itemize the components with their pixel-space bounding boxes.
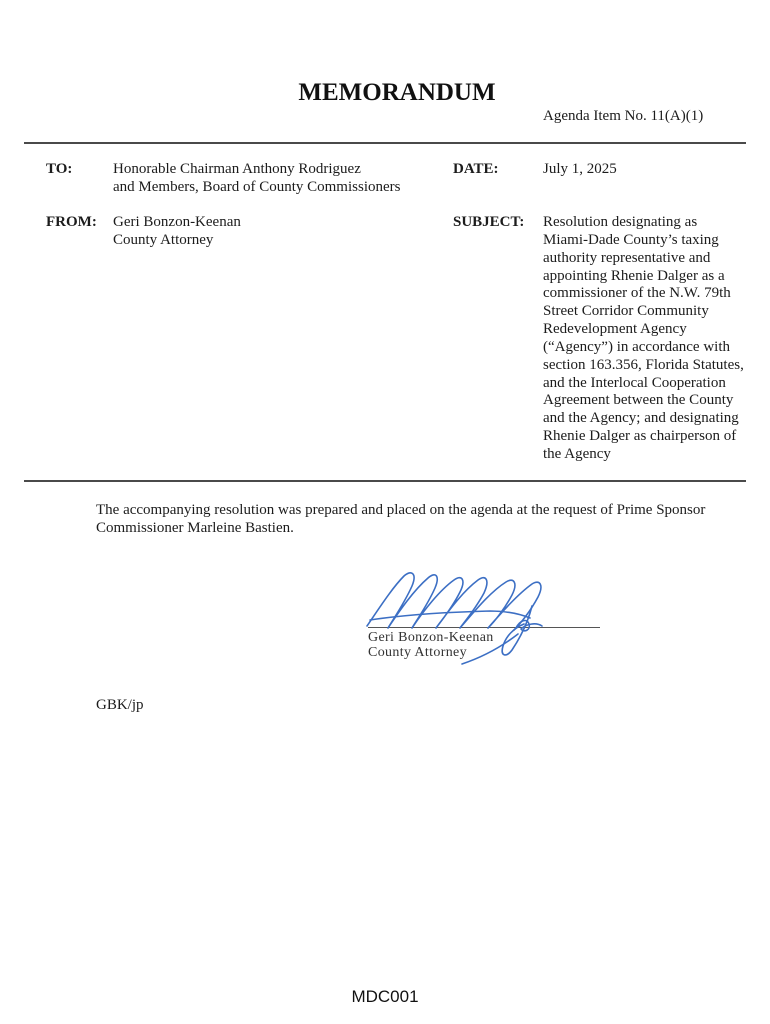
body-divider: [24, 480, 746, 482]
agenda-item-number: Agenda Item No. 11(A)(1): [543, 108, 704, 124]
to-label: TO:: [46, 161, 73, 177]
subject-line: Agreement between the County: [543, 392, 734, 409]
subject-label: SUBJECT:: [453, 214, 525, 230]
signatory-name: Geri Bonzon-Keenan: [368, 630, 494, 645]
body-paragraph: [96, 501, 705, 537]
to-recipients: [113, 161, 400, 197]
to-line: and Members, Board of County Commissioners: [113, 178, 401, 195]
handwritten-signature: [350, 560, 620, 675]
date-label: DATE:: [453, 161, 499, 177]
from-label: FROM:: [46, 214, 97, 230]
memo-title: MEMORANDUM: [298, 79, 496, 106]
page-identifier: MDC001: [351, 987, 419, 1006]
date-value: July 1, 2025: [543, 161, 617, 177]
from-line: Geri Bonzon-Keenan: [113, 214, 241, 230]
body-line: Commissioner Marleine Bastien.: [96, 520, 294, 536]
subject-line: (“Agency”) in accordance with: [543, 338, 730, 355]
subject-text: [543, 214, 744, 464]
to-line: Honorable Chairman Anthony Rodriguez: [113, 161, 361, 177]
subject-line: authority representative and: [543, 249, 711, 266]
signature-stroke: [462, 634, 518, 664]
typist-initials: GBK/jp: [96, 697, 144, 713]
subject-line: Rhenie Dalger as chairperson of: [543, 428, 737, 445]
body-line: The accompanying resolution was prepared and placed on the agenda at the request of Prime Sponsor: [96, 502, 706, 518]
subject-line: the Agency: [543, 445, 611, 462]
subject-line: and the Interlocal Cooperation: [543, 374, 726, 391]
signature-stroke: [367, 573, 541, 630]
signatory-title: County Attorney: [368, 645, 467, 660]
subject-line: Miami-Dade County’s taxing: [543, 231, 719, 248]
header-divider: [24, 142, 746, 144]
subject-line: Resolution designating as: [543, 214, 698, 230]
subject-line: commissioner of the N.W. 79th: [543, 285, 731, 302]
subject-line: appointing Rhenie Dalger as a: [543, 267, 725, 284]
from-sender: [113, 214, 241, 250]
subject-line: and the Agency; and designating: [543, 410, 739, 427]
from-line: County Attorney: [113, 231, 214, 248]
subject-line: Redevelopment Agency: [543, 321, 687, 338]
subject-line: Street Corridor Community: [543, 303, 709, 320]
subject-line: section 163.356, Florida Statutes,: [543, 356, 744, 373]
